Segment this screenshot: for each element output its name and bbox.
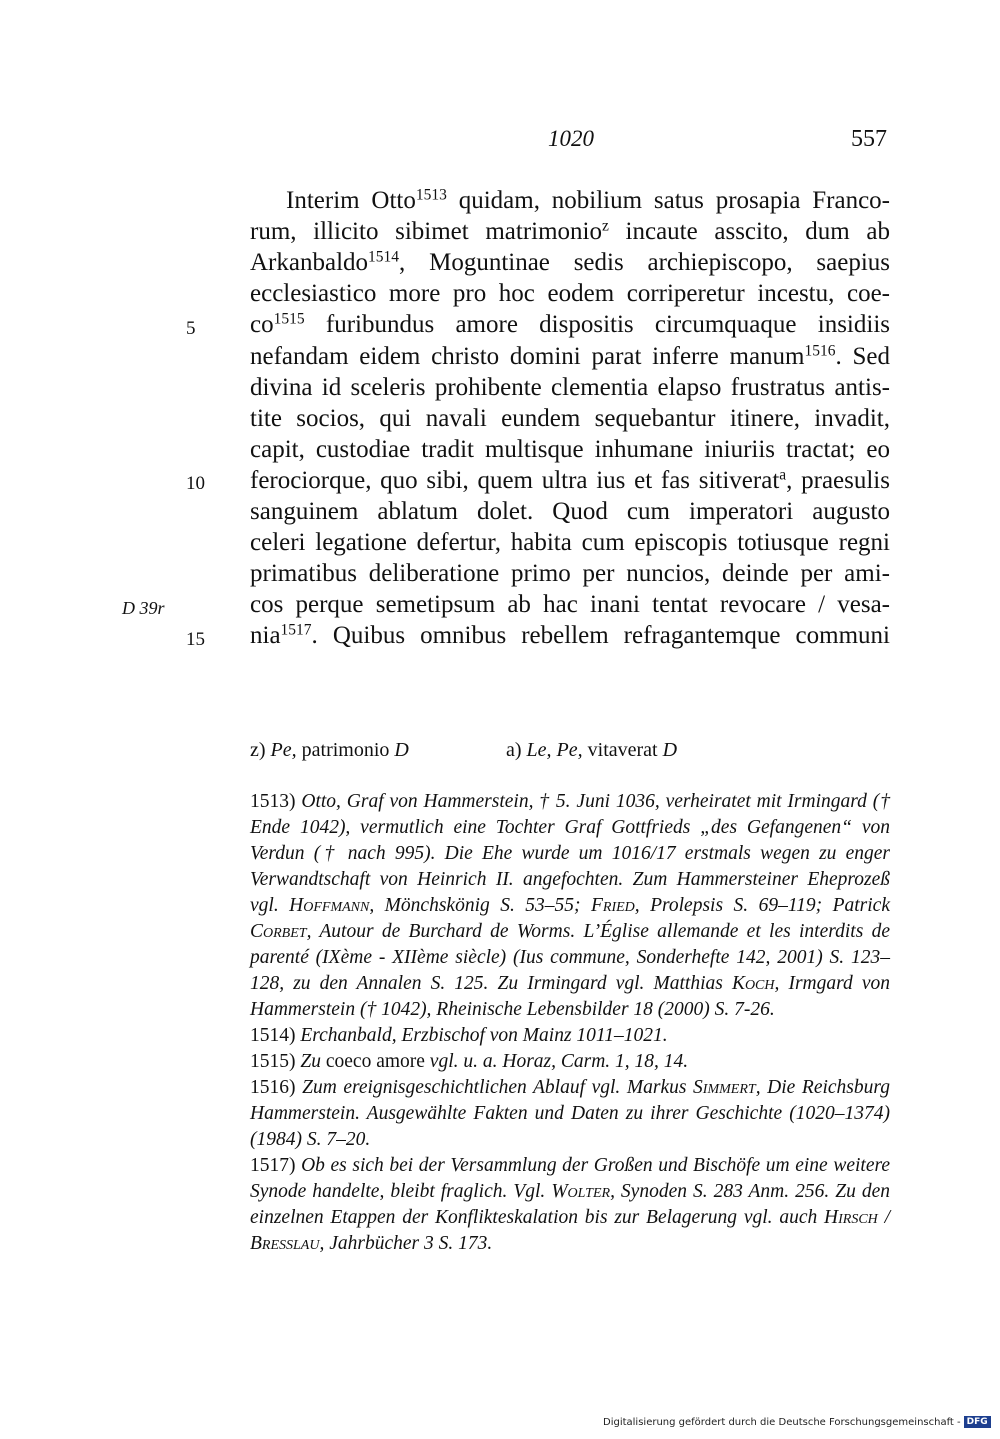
variant-label: z) [250, 739, 271, 761]
variant-ms: D [662, 739, 678, 761]
margin-note: D 39r [122, 598, 165, 618]
footnote-text: , Irmgard von Hammerstein († 1042), Rheinische Lebensbilder 18 (2000) S. 7-26. [250, 973, 890, 1020]
text-line [250, 496, 890, 527]
text-segment: ferociorque, quo sibi, quem ultra ius et fas sitiverat [250, 466, 780, 494]
footnote-text: Ob es sich bei der Versammlung der Großen und Bischöfe um eine weitere Synode handelte, bleibt fraglich. Vgl. [250, 1155, 890, 1202]
text-segment: , praesulis [786, 466, 890, 494]
text-segment: quidam, nobilium satus prosapia Franco- [446, 187, 891, 214]
footnote-text: , Autour de Burchard de Worms. L’Église allemande et les interdits de parenté (IXème - XIIème siècle) (Ius commune, Sonderhefte 142, 2001) S. 123–128, zu den Annalen S. 125. Zu Irmingard vgl. Matthias [250, 921, 890, 994]
footnote-text: , Mönchskönig S. 53–55; [369, 895, 591, 916]
footnote-text: vgl. u. a. Horaz, Carm. 1, 18, 14. [424, 1051, 689, 1072]
text-line [250, 216, 890, 247]
text-segment: co [250, 311, 274, 339]
text-line [250, 403, 890, 434]
text-segment: cos perque semetipsum ab hac inani tentat revocare / vesa- [250, 591, 890, 619]
footnote-text: Otto, Graf von Hammerstein, † 5. Juni 1036, verheiratet mit Irmingard († Ende 1042), vermutlich eine Tochter Graf Gottfrieds „des Gefangenen“ von Verdun († nach 995). Die Ehe wurde um 1016/17 erstmals wegen zu enger Verwandtschaft von Heinrich II. angefochten. Zum Hammersteiner Eheprozeß vgl. [250, 791, 890, 916]
footnote-ref: 1517 [280, 621, 312, 639]
footnote-number: 1517) [250, 1155, 296, 1176]
text-segment: rum, illicito sibimet matrimonio [250, 218, 602, 246]
text-line [250, 247, 890, 278]
dfg-logo: DFG [964, 1416, 991, 1428]
digitization-credit [603, 1416, 991, 1428]
footnote-number: 1513) [250, 791, 296, 812]
text-segment: tite socios, qui navali eundem sequebantur itinere, invadit, [250, 404, 890, 432]
author-name: Wolter [551, 1181, 611, 1202]
text-segment: . Quibus omnibus rebellem refragantemque communi [311, 622, 890, 650]
footnote-text: , Die Reichsburg Hammerstein. Ausgewählte Fakten und Daten zu ihrer Geschichte (1020–1374) (1984) S. 7–20. [250, 1077, 890, 1150]
author-name: Simmert [693, 1077, 756, 1098]
text-segment: divina id sceleris prohibente clementia elapso frustratus antis- [250, 373, 890, 401]
text-line [250, 309, 890, 340]
footnote-ref: 1514 [368, 248, 400, 266]
text-line [250, 372, 890, 403]
variant-sigla: Pe, [270, 739, 297, 761]
text-segment: incaute asscito, dum ab [608, 218, 890, 246]
text-segment: . Sed [835, 342, 891, 370]
footnote [250, 789, 890, 1023]
variant-a [506, 739, 677, 762]
text-line [250, 434, 890, 465]
footnote-text: , Prolepsis S. 69–119; Patrick [634, 895, 890, 916]
variant-sigla: Le, Pe, [526, 739, 583, 761]
text-segment: capit, custodiae tradit multisque inhumane iniuriis tractat; eo [250, 435, 890, 463]
credit-text: Digitalisierung gefördert durch die Deutsche Forschungsgemeinschaft - [603, 1417, 961, 1428]
text-line [250, 465, 890, 496]
footnote-text: , Synoden S. 283 Anm. 256. Zu den einzelnen Etappen der Konflikteskalation bis zur Belagerung vgl. auch [250, 1181, 890, 1228]
footnote-text: Erchanbald, Erzbischof von Mainz 1011–1021. [295, 1025, 668, 1046]
line-number: 10 [186, 473, 205, 494]
variant-ref: z [602, 217, 609, 235]
author-name: Corbet [250, 921, 307, 942]
text-segment: nia [250, 622, 281, 650]
text-segment: celeri legatione defertur, habita cum episcopis totiusque regni [250, 529, 890, 557]
text-line [286, 185, 890, 216]
text-segment: furibundus amore dispositis circumquaque insidiis [304, 311, 890, 339]
variant-ref: a [779, 466, 787, 484]
footnote [250, 1153, 890, 1257]
text-segment: , Moguntinae sedis archiepiscopo, saepius [399, 249, 890, 277]
text-segment: sanguinem ablatum dolet. Quod cum imperatori augusto [250, 498, 890, 525]
line-number: 15 [186, 629, 205, 650]
footnotes [250, 789, 890, 1257]
footnote-number: 1516) [250, 1077, 296, 1098]
footnote-text: , Jahrbücher 3 S. 173. [319, 1233, 493, 1254]
text-line [250, 278, 890, 309]
author-name: Fried [590, 895, 635, 916]
variant-text: patrimonio [296, 739, 395, 761]
footnote-text: Zu [295, 1051, 326, 1072]
variant-ms: D [394, 739, 409, 761]
text-line [250, 527, 890, 558]
text-line [250, 589, 890, 620]
author-name: Hirsch / Bresslau [250, 1207, 890, 1254]
author-name: Koch [731, 973, 775, 994]
text-segment: Arkanbaldo [250, 249, 369, 277]
variant-label: a) [506, 739, 527, 761]
page-number: 557 [851, 126, 887, 152]
line-number: 5 [186, 318, 196, 339]
footnote [250, 1023, 890, 1049]
footnote-text: Zum ereignisgeschichtlichen Ablauf vgl. Markus [295, 1077, 694, 1098]
text-line [250, 341, 890, 372]
footnote-number: 1515) [250, 1051, 296, 1072]
footnote [250, 1075, 890, 1153]
footnote [250, 1049, 890, 1075]
text-segment: nefandam eidem christo domini parat inferre manum [250, 342, 805, 370]
text-segment: Interim Otto [286, 187, 416, 214]
variant-z [250, 739, 409, 762]
variant-text: vitaverat [582, 739, 663, 761]
footnote-number: 1514) [250, 1025, 296, 1046]
author-name: Hoffmann [289, 895, 370, 916]
text-segment: primatibus deliberatione primo per nuncios, deinde per ami- [250, 560, 890, 588]
running-head-year: 1020 [548, 126, 594, 151]
footnote-ref: 1515 [273, 310, 305, 328]
text-line [250, 620, 890, 651]
text-segment: ecclesiastico more pro hoc eodem corriperetur incestu, coe- [250, 280, 890, 308]
footnote-ref: 1513 [415, 186, 447, 204]
footnote-text: coeco amore [325, 1051, 425, 1072]
footnote-ref: 1516 [804, 341, 836, 359]
text-line [250, 558, 890, 589]
